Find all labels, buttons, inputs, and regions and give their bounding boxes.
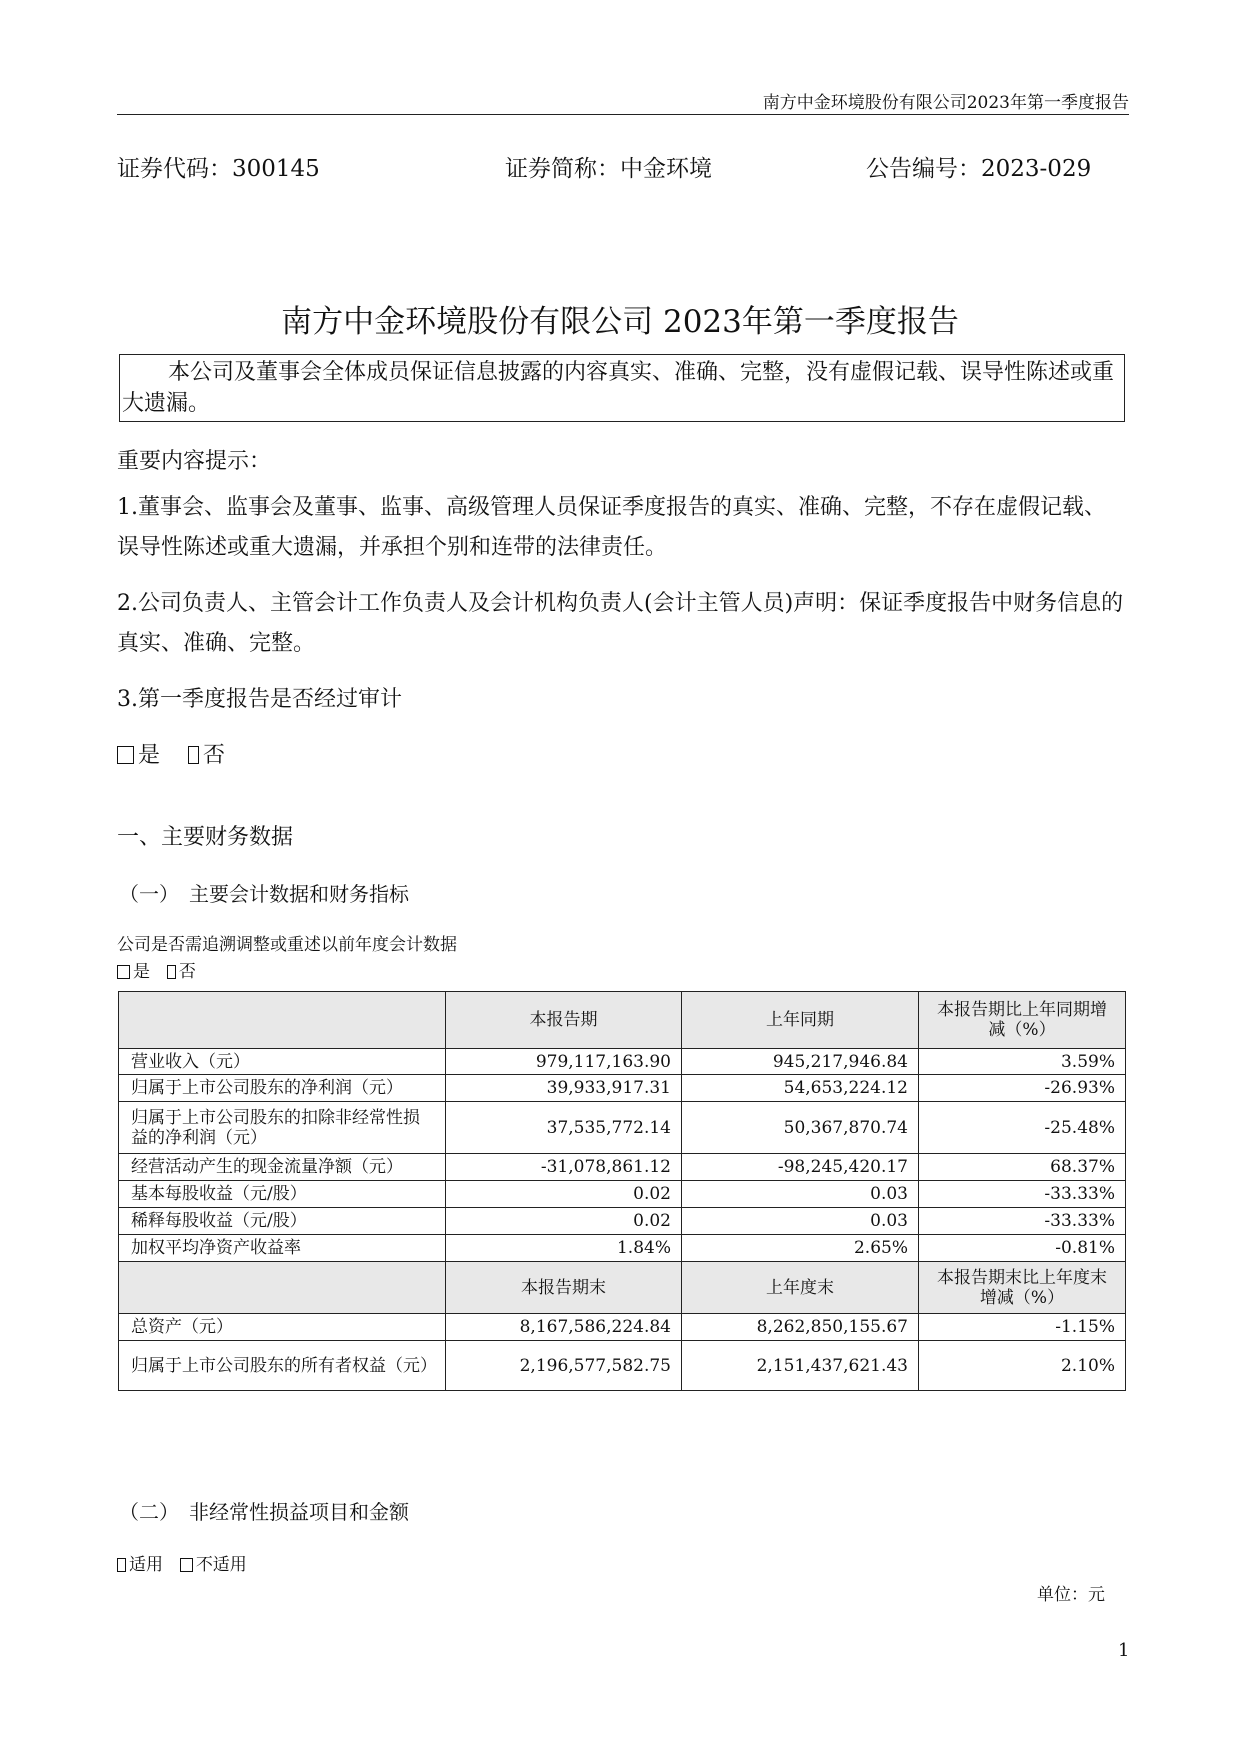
table-header-row (119, 1262, 1126, 1314)
table-header-cell: 本报告期 (446, 992, 682, 1049)
table-cell-label: 归属于上市公司股东的扣除非经常性损益的净利润（元） (119, 1102, 446, 1154)
table-row (119, 1075, 1126, 1102)
audit-no-checkbox[interactable] (188, 746, 199, 764)
table-row (119, 1049, 1126, 1075)
table-cell: -0.81% (919, 1235, 1126, 1262)
document-title: 南方中金环境股份有限公司 2023年第一季度报告 (281, 304, 959, 340)
not-applicable-label: 不适用 (195, 1555, 247, 1575)
restate-yes-label: 是 (133, 962, 150, 982)
notice-text: 本公司及董事会全体成员保证信息披露的内容真实、准确、完整，没有虚假记载、误导性陈述或重大遗漏。 (122, 360, 1115, 416)
applicable-options (117, 1550, 247, 1575)
table-cell: 3.59% (919, 1049, 1126, 1075)
announcement-number: 公告编号：2023-029 (866, 156, 1092, 182)
table-cell: 8,262,850,155.67 (682, 1314, 919, 1341)
table-cell: 54,653,224.12 (682, 1075, 919, 1102)
table-cell-label: 稀释每股收益（元/股） (119, 1208, 446, 1235)
table-cell: 979,117,163.90 (446, 1049, 682, 1075)
table-cell: -98,245,420.17 (682, 1154, 919, 1181)
table-row (119, 1341, 1126, 1391)
table-cell-label: 总资产（元） (119, 1314, 446, 1341)
applicable-label: 适用 (129, 1555, 163, 1575)
audit-options (117, 736, 1127, 776)
table-cell: 945,217,946.84 (682, 1049, 919, 1075)
table-cell: 2,196,577,582.75 (446, 1341, 682, 1391)
running-header (117, 82, 1129, 115)
security-code: 证券代码：300145 (117, 156, 320, 182)
security-short-name: 证券简称：中金环境 (505, 156, 712, 182)
table-cell: -26.93% (919, 1075, 1126, 1102)
restate-options (117, 957, 196, 982)
important-item-2: 2.公司负责人、主管会计工作负责人及会计机构负责人(会计主管人员)声明：保证季度报告中财务信息的真实、准确、完整。 (117, 591, 1124, 656)
table-row (119, 1235, 1126, 1262)
important-item-3: 3.第一季度报告是否经过审计 (117, 687, 402, 712)
table-row (119, 1102, 1126, 1154)
unit-label: 单位：元 (1037, 1585, 1105, 1605)
applicable-checkbox[interactable] (117, 1558, 126, 1572)
audit-no-label: 否 (203, 743, 226, 768)
table-cell: 1.84% (446, 1235, 682, 1262)
not-applicable-checkbox[interactable] (180, 1558, 193, 1572)
table-cell: 2.65% (682, 1235, 919, 1262)
table-row (119, 1208, 1126, 1235)
restate-question: 公司是否需追溯调整或重述以前年度会计数据 (117, 935, 457, 955)
table-cell: -31,078,861.12 (446, 1154, 682, 1181)
notice-box (119, 354, 1125, 422)
table-cell: 0.03 (682, 1208, 919, 1235)
table-header-row (119, 992, 1126, 1049)
section-1-heading: 一、主要财务数据 (117, 825, 294, 850)
table-cell: 50,367,870.74 (682, 1102, 919, 1154)
key-financial-table (118, 991, 1126, 1391)
table-cell: -33.33% (919, 1208, 1126, 1235)
important-item-1: 1.董事会、监事会及董事、监事、高级管理人员保证季度报告的真实、准确、完整，不存在虚假记载、误导性陈述或重大遗漏，并承担个别和连带的法律责任。 (117, 495, 1106, 560)
audit-yes-checkbox[interactable] (117, 746, 134, 764)
table-header-cell (119, 992, 446, 1049)
table-header-cell: 上年同期 (682, 992, 919, 1049)
audit-yes-label: 是 (138, 743, 161, 768)
table-cell-label: 归属于上市公司股东的净利润（元） (119, 1075, 446, 1102)
table-header-cell (119, 1262, 446, 1314)
table-cell: 68.37% (919, 1154, 1126, 1181)
table-header-cell: 上年度末 (682, 1262, 919, 1314)
running-header-title: 南方中金环境股份有限公司2023年第一季度报告 (762, 93, 1129, 113)
table-row (119, 1154, 1126, 1181)
table-cell: -1.15% (919, 1314, 1126, 1341)
section-1-subheading: （一） 主要会计数据和财务指标 (119, 882, 409, 906)
table-row (119, 1181, 1126, 1208)
table-cell: -33.33% (919, 1181, 1126, 1208)
table-cell: 37,535,772.14 (446, 1102, 682, 1154)
table-cell: 0.03 (682, 1181, 919, 1208)
table-header-cell: 本报告期末 (446, 1262, 682, 1314)
table-cell-label: 经营活动产生的现金流量净额（元） (119, 1154, 446, 1181)
table-row (119, 1314, 1126, 1341)
table-header-cell: 本报告期末比上年度末增减（%） (919, 1262, 1126, 1314)
table-cell: 39,933,917.31 (446, 1075, 682, 1102)
restate-no-label: 否 (178, 962, 196, 982)
table-cell-label: 基本每股收益（元/股） (119, 1181, 446, 1208)
table-cell: 8,167,586,224.84 (446, 1314, 682, 1341)
restate-yes-checkbox[interactable] (117, 965, 130, 979)
important-heading: 重要内容提示： (117, 449, 272, 474)
table-cell: -25.48% (919, 1102, 1126, 1154)
table-cell: 2,151,437,621.43 (682, 1341, 919, 1391)
page-number: 1 (1118, 1640, 1130, 1661)
table-cell-label: 加权平均净资产收益率 (119, 1235, 446, 1262)
table-cell-label: 归属于上市公司股东的所有者权益（元） (119, 1341, 446, 1391)
table-cell-label: 营业收入（元） (119, 1049, 446, 1075)
restate-no-checkbox[interactable] (167, 965, 176, 979)
table-cell: 0.02 (446, 1208, 682, 1235)
table-cell: 2.10% (919, 1341, 1126, 1391)
section-2-subheading: （二） 非经常性损益项目和金额 (119, 1500, 409, 1524)
table-header-cell: 本报告期比上年同期增减（%） (919, 992, 1126, 1049)
table-cell: 0.02 (446, 1181, 682, 1208)
